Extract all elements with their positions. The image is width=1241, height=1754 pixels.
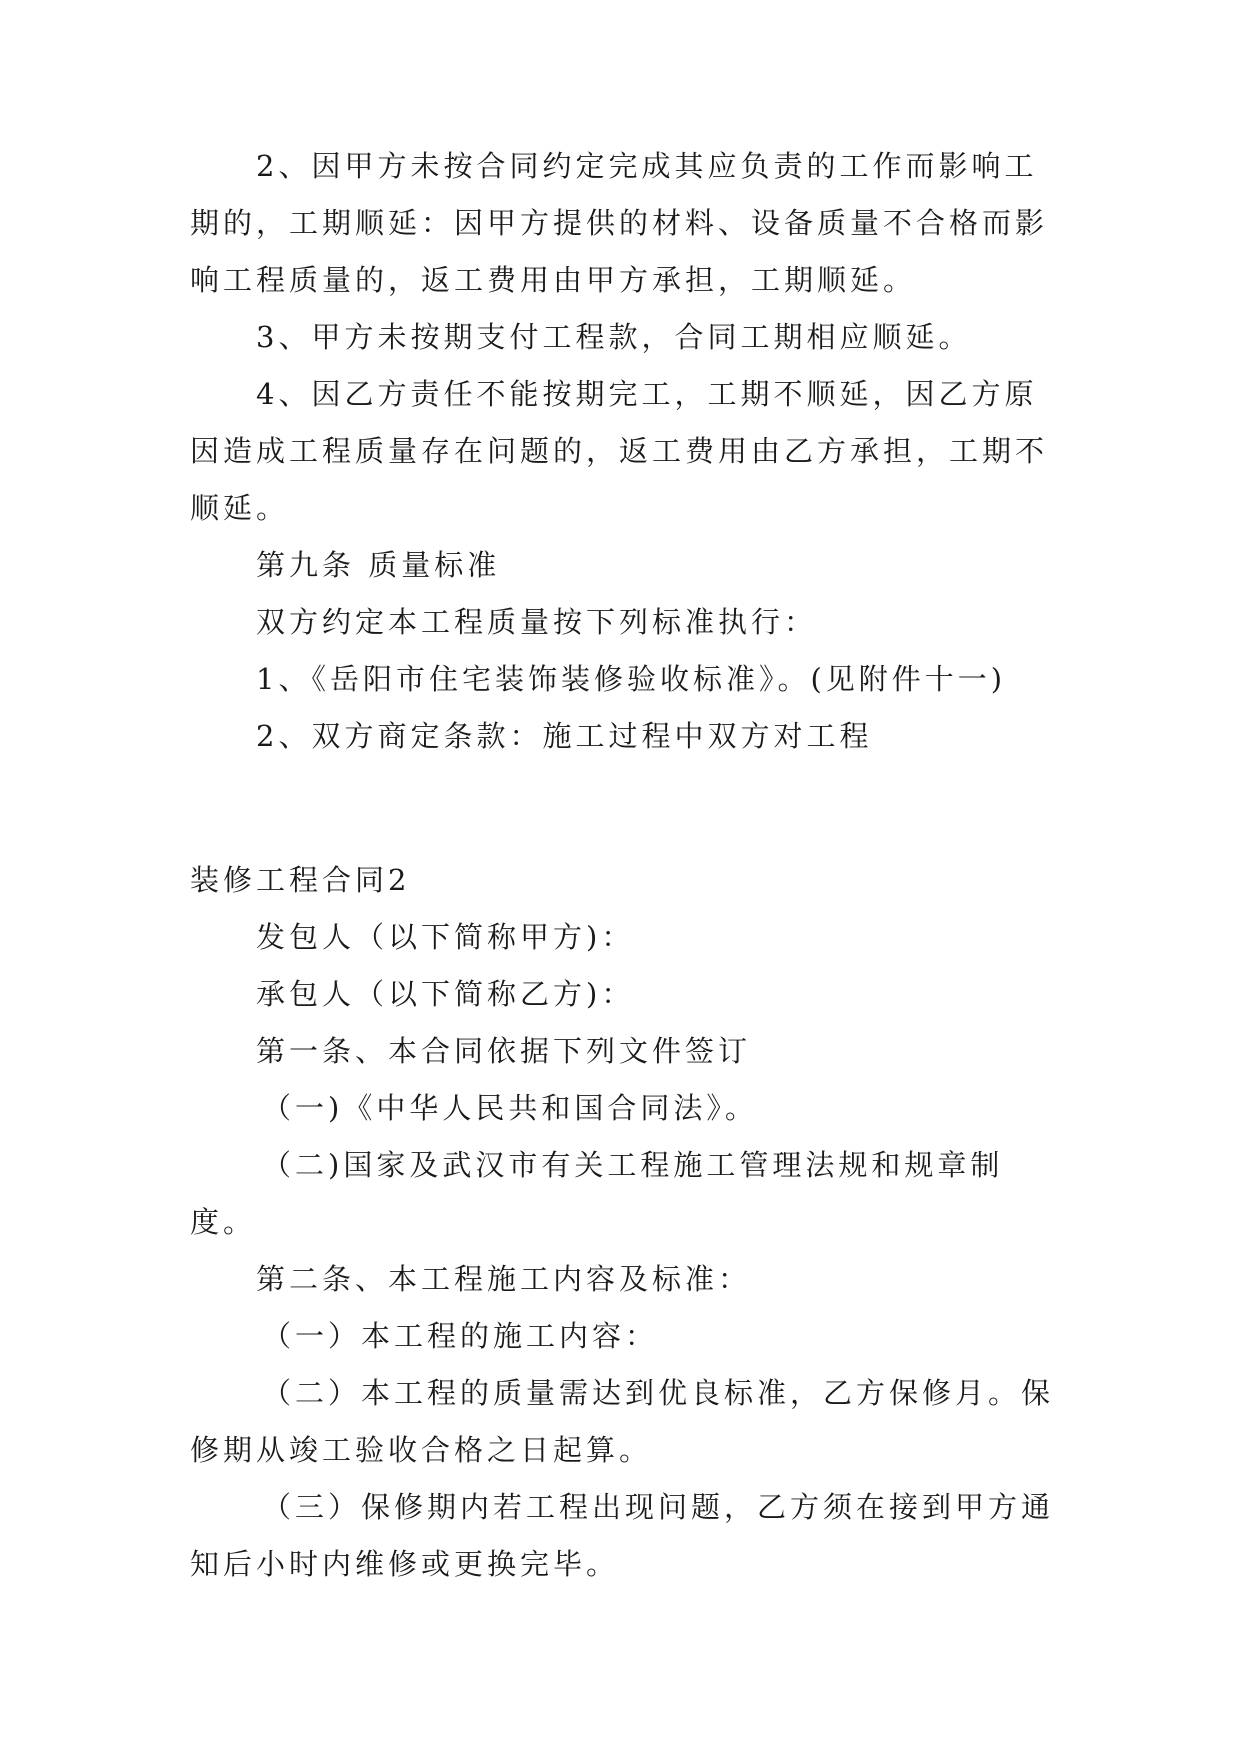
contract-title: 装修工程合同2	[190, 863, 411, 897]
content-item-2: （二）本工程的质量需达到优良标准，乙方保修月。保修期从竣工验收合格之日起算。	[190, 1376, 1055, 1467]
content-item-1: （一）本工程的施工内容：	[262, 1319, 659, 1353]
paragraph-standard-1: 1、《岳阳市住宅装饰装修验收标准》。(见附件十一)	[256, 662, 1007, 696]
section-2	[190, 852, 1060, 1593]
paragraph-standard-2: 2、双方商定条款：施工过程中双方对工程	[256, 719, 873, 753]
section-1	[190, 138, 1060, 765]
paragraph-delay-by-party-b: 4、因乙方责任不能按期完工，工期不顺延，因乙方原因造成工程质量存在问题的，返工费用由乙方承担，工期不顺延。	[190, 377, 1049, 525]
paragraph-contractor: 承包人（以下简称乙方)：	[256, 977, 635, 1011]
paragraph-standards-intro: 双方约定本工程质量按下列标准执行：	[256, 605, 818, 639]
paragraph-employer: 发包人（以下简称甲方)：	[256, 920, 635, 954]
article-nine-heading: 第九条 质量标准	[256, 548, 501, 582]
paragraph-late-payment: 3、甲方未按期支付工程款，合同工期相应顺延。	[256, 320, 972, 354]
paragraph-delay-by-party-a: 2、因甲方未按合同约定完成其应负责的工作而影响工期的，工期顺延：因甲方提供的材料、设备质量不合格而影响工程质量的，返工费用由甲方承担，工期顺延。	[190, 149, 1049, 297]
basis-item-1: （一)《中华人民共和国合同法》。	[262, 1091, 758, 1125]
article-one-heading: 第一条、本合同依据下列文件签订	[256, 1034, 752, 1068]
content-item-3: （三）保修期内若工程出现问题，乙方须在接到甲方通知后小时内维修或更换完毕。	[190, 1490, 1055, 1581]
basis-item-2: （二)国家及武汉市有关工程施工管理法规和规章制度。	[190, 1148, 1004, 1239]
article-two-heading: 第二条、本工程施工内容及标准：	[256, 1262, 752, 1296]
